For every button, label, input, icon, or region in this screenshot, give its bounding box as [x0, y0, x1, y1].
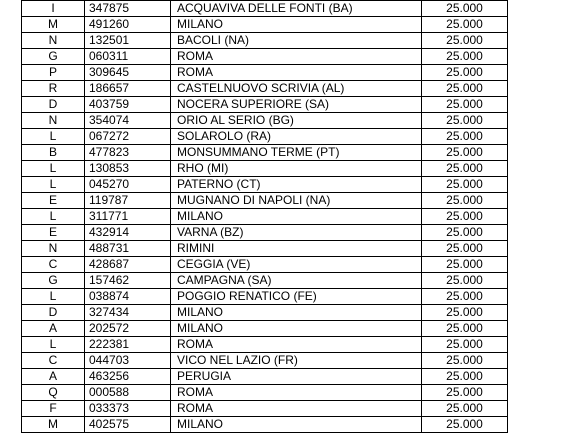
code-cell: 038874: [85, 289, 171, 305]
amount-cell: 25.000: [422, 241, 508, 257]
code-cell: 000588: [85, 385, 171, 401]
letter-cell: L: [22, 177, 85, 193]
city-cell: CASTELNUOVO SCRIVIA (AL): [171, 81, 422, 97]
table-row: [22, 97, 508, 113]
city-cell: ACQUAVIVA DELLE FONTI (BA): [171, 1, 422, 17]
city-cell: ROMA: [171, 385, 422, 401]
letter-cell: B: [22, 145, 85, 161]
amount-cell: 25.000: [422, 129, 508, 145]
code-cell: 067272: [85, 129, 171, 145]
city-cell: SOLAROLO (RA): [171, 129, 422, 145]
document-table-container: [21, 0, 507, 433]
city-cell: MUGNANO DI NAPOLI (NA): [171, 193, 422, 209]
code-cell: 202572: [85, 321, 171, 337]
letter-cell: L: [22, 289, 85, 305]
amount-cell: 25.000: [422, 401, 508, 417]
table-row: [22, 369, 508, 385]
amount-cell: 25.000: [422, 145, 508, 161]
amount-cell: 25.000: [422, 257, 508, 273]
table-row: [22, 337, 508, 353]
code-cell: 060311: [85, 49, 171, 65]
code-cell: 132501: [85, 33, 171, 49]
code-cell: 491260: [85, 17, 171, 33]
city-cell: RIMINI: [171, 241, 422, 257]
letter-cell: N: [22, 113, 85, 129]
table-row: [22, 257, 508, 273]
table-row: [22, 65, 508, 81]
amount-cell: 25.000: [422, 161, 508, 177]
city-cell: RHO (MI): [171, 161, 422, 177]
code-cell: 477823: [85, 145, 171, 161]
table-row: [22, 209, 508, 225]
table-row: [22, 193, 508, 209]
code-cell: 403759: [85, 97, 171, 113]
table-row: [22, 113, 508, 129]
city-cell: ROMA: [171, 401, 422, 417]
code-cell: 222381: [85, 337, 171, 353]
letter-cell: I: [22, 1, 85, 17]
city-cell: NOCERA SUPERIORE (SA): [171, 97, 422, 113]
letter-cell: D: [22, 305, 85, 321]
code-cell: 463256: [85, 369, 171, 385]
code-cell: 186657: [85, 81, 171, 97]
amount-cell: 25.000: [422, 81, 508, 97]
code-cell: 157462: [85, 273, 171, 289]
table-row: [22, 273, 508, 289]
letter-cell: L: [22, 337, 85, 353]
table-row: [22, 129, 508, 145]
amount-cell: 25.000: [422, 321, 508, 337]
table-row: [22, 161, 508, 177]
table-row: [22, 225, 508, 241]
code-cell: 130853: [85, 161, 171, 177]
letter-cell: C: [22, 353, 85, 369]
letter-cell: R: [22, 81, 85, 97]
table-row: [22, 353, 508, 369]
city-cell: CAMPAGNA (SA): [171, 273, 422, 289]
letter-cell: G: [22, 49, 85, 65]
amount-cell: 25.000: [422, 225, 508, 241]
city-cell: ROMA: [171, 49, 422, 65]
letter-cell: N: [22, 33, 85, 49]
city-cell: ROMA: [171, 65, 422, 81]
amount-cell: 25.000: [422, 177, 508, 193]
city-cell: ROMA: [171, 337, 422, 353]
code-cell: 327434: [85, 305, 171, 321]
letter-cell: D: [22, 97, 85, 113]
city-cell: PERUGIA: [171, 369, 422, 385]
beneficiaries-table: [21, 0, 508, 433]
letter-cell: F: [22, 401, 85, 417]
code-cell: 428687: [85, 257, 171, 273]
amount-cell: 25.000: [422, 113, 508, 129]
city-cell: VARNA (BZ): [171, 225, 422, 241]
table-row: [22, 145, 508, 161]
letter-cell: E: [22, 193, 85, 209]
letter-cell: M: [22, 17, 85, 33]
table-body: [22, 1, 508, 433]
amount-cell: 25.000: [422, 385, 508, 401]
table-row: [22, 81, 508, 97]
letter-cell: L: [22, 161, 85, 177]
letter-cell: G: [22, 273, 85, 289]
city-cell: CEGGIA (VE): [171, 257, 422, 273]
table-row: [22, 33, 508, 49]
table-row: [22, 417, 508, 433]
amount-cell: 25.000: [422, 209, 508, 225]
code-cell: 347875: [85, 1, 171, 17]
letter-cell: N: [22, 241, 85, 257]
city-cell: BACOLI (NA): [171, 33, 422, 49]
table-row: [22, 401, 508, 417]
city-cell: MILANO: [171, 305, 422, 321]
city-cell: MILANO: [171, 17, 422, 33]
city-cell: MILANO: [171, 417, 422, 433]
code-cell: 488731: [85, 241, 171, 257]
code-cell: 354074: [85, 113, 171, 129]
letter-cell: A: [22, 321, 85, 337]
city-cell: POGGIO RENATICO (FE): [171, 289, 422, 305]
table-row: [22, 17, 508, 33]
letter-cell: M: [22, 417, 85, 433]
code-cell: 402575: [85, 417, 171, 433]
amount-cell: 25.000: [422, 49, 508, 65]
code-cell: 044703: [85, 353, 171, 369]
table-row: [22, 1, 508, 17]
amount-cell: 25.000: [422, 193, 508, 209]
code-cell: 119787: [85, 193, 171, 209]
amount-cell: 25.000: [422, 289, 508, 305]
code-cell: 309645: [85, 65, 171, 81]
amount-cell: 25.000: [422, 65, 508, 81]
letter-cell: L: [22, 129, 85, 145]
table-row: [22, 305, 508, 321]
city-cell: MILANO: [171, 209, 422, 225]
amount-cell: 25.000: [422, 273, 508, 289]
table-row: [22, 177, 508, 193]
letter-cell: Q: [22, 385, 85, 401]
city-cell: ORIO AL SERIO (BG): [171, 113, 422, 129]
letter-cell: P: [22, 65, 85, 81]
table-row: [22, 385, 508, 401]
amount-cell: 25.000: [422, 97, 508, 113]
letter-cell: L: [22, 209, 85, 225]
table-row: [22, 321, 508, 337]
amount-cell: 25.000: [422, 337, 508, 353]
amount-cell: 25.000: [422, 353, 508, 369]
code-cell: 033373: [85, 401, 171, 417]
amount-cell: 25.000: [422, 305, 508, 321]
code-cell: 045270: [85, 177, 171, 193]
code-cell: 311771: [85, 209, 171, 225]
city-cell: MONSUMMANO TERME (PT): [171, 145, 422, 161]
city-cell: VICO NEL LAZIO (FR): [171, 353, 422, 369]
amount-cell: 25.000: [422, 17, 508, 33]
letter-cell: A: [22, 369, 85, 385]
letter-cell: C: [22, 257, 85, 273]
code-cell: 432914: [85, 225, 171, 241]
table-row: [22, 49, 508, 65]
amount-cell: 25.000: [422, 33, 508, 49]
amount-cell: 25.000: [422, 417, 508, 433]
amount-cell: 25.000: [422, 1, 508, 17]
city-cell: PATERNO (CT): [171, 177, 422, 193]
letter-cell: E: [22, 225, 85, 241]
table-row: [22, 241, 508, 257]
amount-cell: 25.000: [422, 369, 508, 385]
city-cell: MILANO: [171, 321, 422, 337]
table-row: [22, 289, 508, 305]
